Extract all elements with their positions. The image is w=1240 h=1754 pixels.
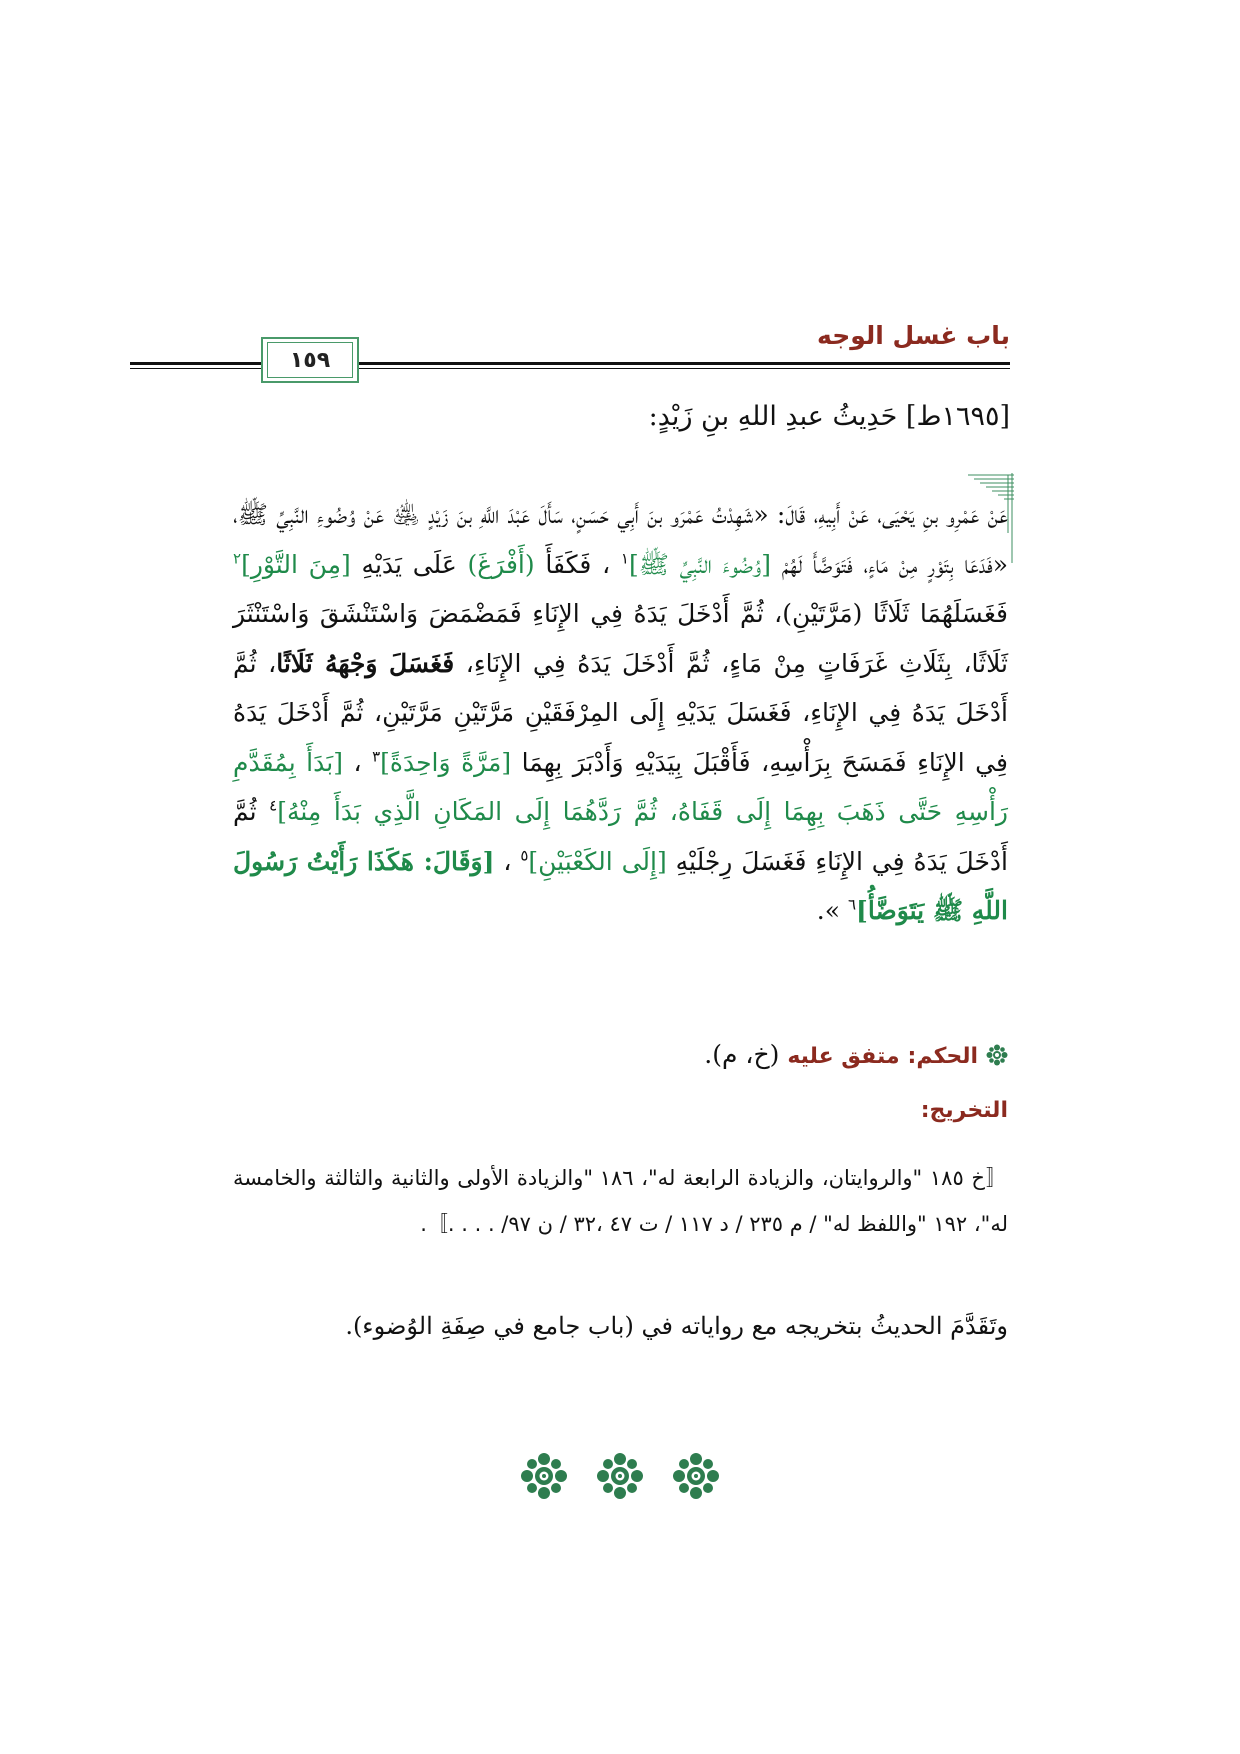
flower-icon [672, 1452, 720, 1500]
end-ornaments [520, 1452, 720, 1502]
hadith-line: ، ثُمَّ أَدْخَلَ يَدَهُ فِي الإِنَاءِ، فَغَسَلَ يَدَيْهِ إِلَى المِرْفَقَيْنِ مَرَّتَيْنِ [233, 648, 1008, 727]
page-number: ١٥٩ [289, 347, 331, 373]
variant-text: [وُضُوءَ النَّبِيِّ ﷺ] [628, 549, 771, 579]
hadith-line: ، [503, 846, 512, 876]
hadith-line: ، فَكَفَأَ [545, 549, 611, 579]
emphasized-text: وَجْهَهُ ثَلَاثًا [276, 648, 378, 678]
hadith-line: وَاسْتَنْثَرَ ثَلَاثًا، بِثَلَاثِ غَرَفَاتٍ مِنْ مَاءٍ، ثُمَّ أَدْخَلَ يَدَهُ فِي الإِنَاءِ، [233, 599, 1008, 678]
hadith-line: فَغَسَلَهُمَا ثَلَاثًا (مَرَّتَيْنِ)، ثُمَّ أَدْخَلَ يَدَهُ فِي الإِنَاءِ فَمَضْمَضَ وَاسْتَنْشَقَ [319, 599, 1008, 628]
variant-text: [وَقَالَ: هَكَذَا رَأَيْتُ رَسُولَ اللَّهِ ﷺ يَتَوَضَّأُ] [233, 846, 1008, 925]
ruling [704, 1040, 1008, 1069]
variant-text: (أَفْرَغَ) [467, 549, 535, 579]
ruling-label: الحكم: [907, 1044, 979, 1069]
hadith-line: فَتَوَضَّأَ لَهُمْ [781, 549, 853, 579]
variant-text: [إِلَى الكَعْبَيْنِ] [528, 846, 667, 876]
variant-text: [بَدَأَ بِمُقَدَّمِ رَأْسِهِ حَتَّى ذَهَبَ بِهِمَا إِلَى قَفَاهُ، ثُمَّ رَدَّهُمَا [233, 747, 1008, 826]
footnote-marker: ٥ [520, 846, 529, 865]
hadith-line: ». [816, 896, 841, 925]
hadith-line: مَرَّتَيْنِ، ثُمَّ أَدْخَلَ يَدَهُ فِي الإِنَاءِ فَمَسَحَ بِرَأْسِهِ، فَأَقْبَلَ بِيَدَيْهِ وَأَدْبَرَ بِهِمَا [233, 698, 1008, 777]
variant-text: [مِنَ التَّوْرِ] [241, 549, 351, 579]
flower-icon [986, 1044, 1008, 1066]
variant-text: [مَرَّةً وَاحِدَةً] [380, 747, 512, 777]
hadith-text [233, 490, 1008, 936]
closing-note: وتَقَدَّمَ الحديثُ بتخريجه مع رواياته في (باب جامع في صِفَةِ الوُضوء). [345, 1312, 1008, 1340]
flower-icon [520, 1452, 568, 1500]
flower-icon [596, 1452, 644, 1500]
emphasized-text: فَغَسَلَ [388, 648, 455, 678]
page-header [130, 315, 1010, 385]
hadith-line: ثُمَّ أَدْخَلَ يَدَهُ فِي الإِنَاءِ فَغَسَلَ رِجْلَيْهِ [233, 797, 1009, 876]
hadith-line: عَلَى يَدَيْهِ [361, 549, 457, 579]
hadith-line: عَنْ عَمْرِو بنِ يَحْيَى، عَنْ أَبِيهِ، قَالَ: «شَهِدْتُ عَمْرَو بنَ أَبِي حَسَنٍ، [571, 500, 1008, 529]
ruling-verdict: متفق عليه [787, 1044, 900, 1069]
footnote-marker: ٢ [233, 549, 242, 568]
hadith-line: سَأَلَ عَبْدَ اللَّهِ بنَ زَيْدٍ ﵁ عَنْ وُضُوءِ النَّبِيِّ ﷺ، «فَدَعَا بِتَوْرٍ مِنْ مَاءٍ، [233, 500, 1009, 579]
footnote-marker: ٤ [269, 796, 278, 815]
takhrij-heading: التخريج: [920, 1098, 1008, 1123]
takhrij-text: 〚خ ١٨٥ "والروايتان، والزيادة الرابعة له"، ١٨٦ "والزيادة الأولى والثانية والثالثة والخامسة له"، ١٩٢ "واللفظ له" / م ٢٣٥ / د ١١٧ / ت ٤٧ ،٣٢ / ن ٩٧/ . . . .〛. [233, 1166, 1009, 1236]
ruling-sources: (خ، م). [704, 1040, 780, 1069]
footnote-marker: ٦ [847, 895, 857, 914]
page-number-frame [261, 337, 359, 383]
variant-text: إِلَى المَكَانِ الَّذِي بَدَأَ مِنْهُ] [277, 797, 551, 826]
hadith-line: ، [353, 747, 362, 777]
chapter-title: باب غسل الوجه [817, 321, 1010, 350]
footnote-marker: ٣ [372, 747, 381, 766]
hadith-title: [١٦٩٥ط] حَدِيثُ عبدِ اللهِ بنِ زَيْدٍ: [648, 401, 1010, 432]
footnote-marker: ١ [620, 549, 629, 568]
